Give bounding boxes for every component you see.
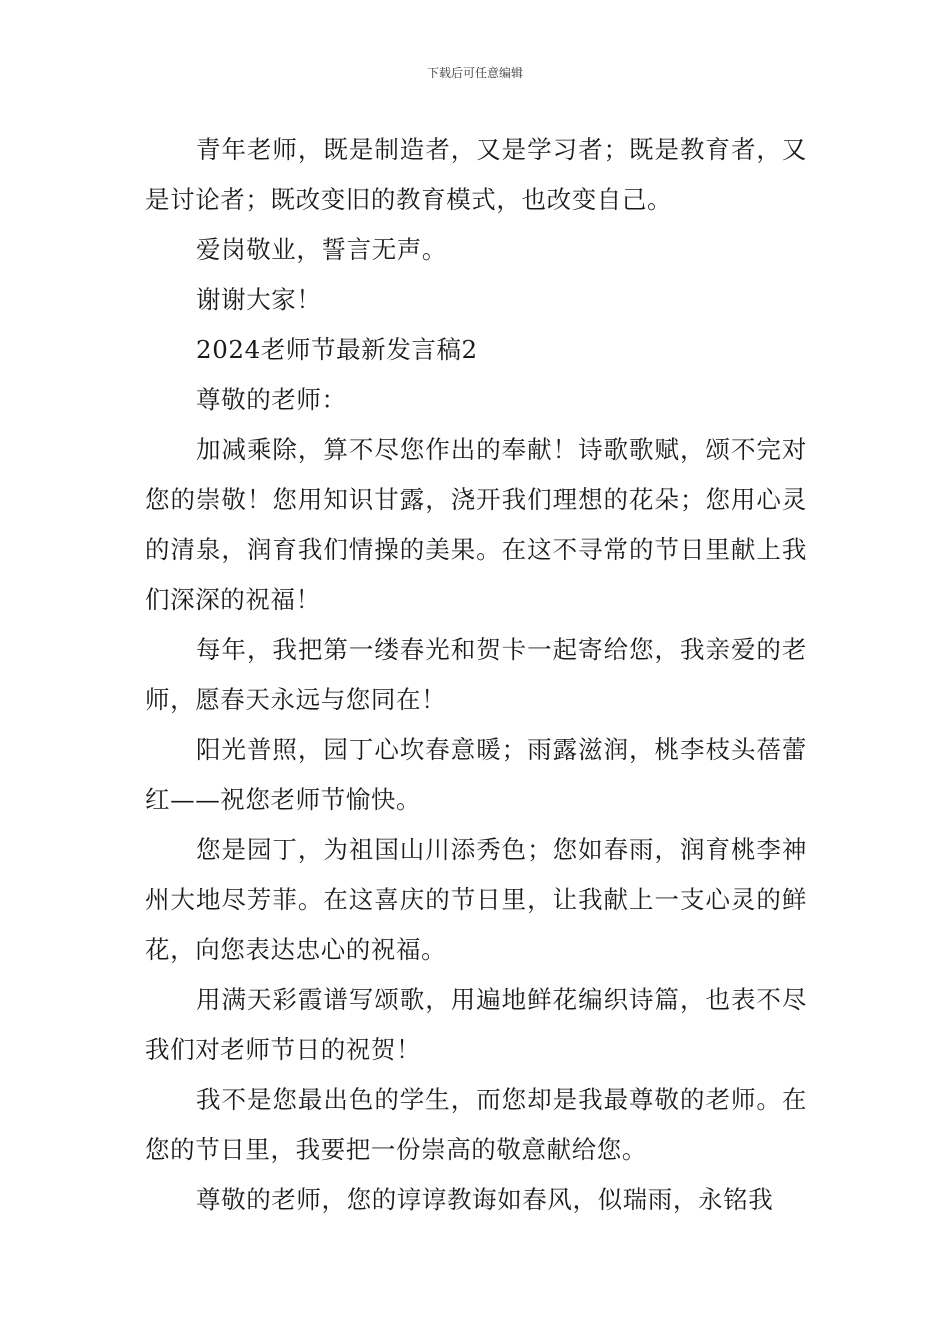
page-header-note: 下载后可任意编辑 <box>426 66 523 80</box>
paragraph-10: 用满天彩霞谱写颂歌，用遍地鲜花编织诗篇，也表不尽我们对老师节日的祝贺！ <box>145 985 807 1064</box>
paragraph-9: 您是园丁，为祖国山川添秀色；您如春雨，润育桃李神州大地尽芳菲。在这喜庆的节日里，让我献上一支心灵的鲜花，向您表达忠心的祝福。 <box>145 835 807 964</box>
paragraph-2: 爱岗敬业，誓言无声。 <box>196 235 447 264</box>
paragraph-8: 阳光普照，园丁心坎春意暖；雨露滋润，桃李枝头蓓蕾红——祝您老师节愉快。 <box>145 735 807 814</box>
paragraph-7: 每年，我把第一缕春光和贺卡一起寄给您，我亲爱的老师，愿春天永远与您同在！ <box>145 635 807 714</box>
paragraph-11: 我不是您最出色的学生，而您却是我最尊敬的老师。在您的节日里，我要把一份崇高的敬意献给您。 <box>145 1085 807 1164</box>
paragraph-1: 青年老师，既是制造者，又是学习者；既是教育者，又是讨论者；既改变旧的教育模式，也改变自己。 <box>145 135 807 214</box>
paragraph-3: 谢谢大家！ <box>196 285 322 314</box>
paragraph-12: 尊敬的老师，您的谆谆教诲如春风，似瑞雨，永铭我 <box>196 1185 774 1214</box>
paragraph-6: 加减乘除，算不尽您作出的奉献！诗歌歌赋，颂不完对您的崇敬！您用知识甘露，浇开我们理想的花朵；您用心灵的清泉，润育我们情操的美果。在这不寻常的节日里献上我们深深的祝福！ <box>145 435 807 614</box>
document-body <box>145 125 807 1225</box>
section-heading: 2024老师节最新发言稿2 <box>196 335 478 364</box>
salutation: 尊敬的老师： <box>196 385 347 414</box>
